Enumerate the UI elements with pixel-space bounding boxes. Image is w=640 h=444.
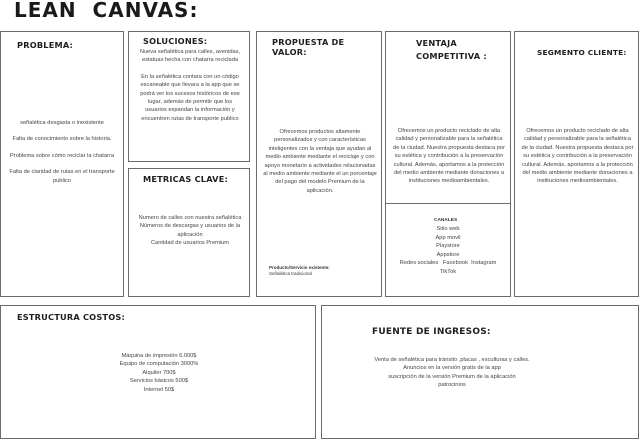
canales-item: Playstore xyxy=(436,243,460,250)
canales-section xyxy=(385,203,511,297)
metricas-section xyxy=(128,168,250,297)
costos-list xyxy=(59,352,259,394)
ingresos-item: suscripción de la versión Premium de la aplicación xyxy=(388,373,516,380)
canales-item: Appstore xyxy=(436,251,460,258)
costos-section xyxy=(0,305,316,439)
canales-item: TikTok xyxy=(439,268,457,275)
ventaja-heading: VENTAJA COMPETITIVA : xyxy=(416,38,487,61)
propuesta-section xyxy=(256,31,382,297)
page-title: LEAN CANVAS: xyxy=(14,0,199,22)
canales-item: Sitio web xyxy=(436,226,460,232)
propuesta-heading: PROPUESTA DE VALOR: xyxy=(272,37,345,57)
costos-item: Máquina de impresión 6.000$ xyxy=(121,353,197,359)
metricas-item: Numero de calles con nuestra señalética xyxy=(138,215,242,221)
segmento-section xyxy=(514,31,639,297)
costos-item: Alquiler 700$ xyxy=(142,369,176,376)
problema-item: Falta de conocimiento sobre la historia. xyxy=(12,136,112,143)
metricas-body xyxy=(135,214,245,248)
problema-list xyxy=(7,119,117,185)
ingresos-item: Venta de señalética para tránsito ,placas , esculturas y calles. xyxy=(374,357,530,363)
metricas-item: Cantidad de usuarios Premium xyxy=(150,240,230,247)
ingresos-section xyxy=(321,305,639,439)
costos-heading: ESTRUCTURA COSTOS: xyxy=(17,312,125,322)
soluciones-body xyxy=(137,48,243,123)
ingresos-item: patrocinios xyxy=(438,382,466,389)
propuesta-text: Ofrecemos productos altamente personalizados y con características inteligentes con la ventaja que ayudan al medio ambiente mediante el reciclaje y con apoyo monetario a actividades relacionadas al medio ambiente mediante el un porcentaje del pago del modelo Premium de la aplicación. xyxy=(263,129,377,194)
ingresos-heading: FUENTE DE INGRESOS: xyxy=(372,327,491,337)
canales-heading: CANALES xyxy=(434,218,458,223)
metricas-heading: METRICAS CLAVE: xyxy=(143,174,228,184)
soluciones-paragraph: Nueva señalética para calles, avenidas, estatuas hecha con chatarra reciclada xyxy=(139,49,241,64)
ingresos-item: Anuncios en la versión gratis de la app xyxy=(403,365,501,372)
propuesta-note xyxy=(269,265,330,277)
soluciones-heading: SOLUCIONES: xyxy=(143,36,208,46)
canales-list xyxy=(388,225,508,277)
segmento-text: Ofrecemos un producto reciclado de alta calidad y personalizable para la señalética de la ciudad. Nuestra propuesta destaca por su estética y contribución a la preservación cultural. Además, aportamos a la protección del medio ambiente mediante donaciones a instituciones medioambientales. xyxy=(521,128,634,185)
problema-item: Problema sobre cómo reciclar la chatarra xyxy=(10,152,114,159)
problema-item: Falta de claridad de rutas en el transporte publico xyxy=(9,169,115,184)
metricas-item: Números de descargas y usuarios de la aplicación xyxy=(139,223,241,238)
segmento-heading: SEGMENTO CLIENTE: xyxy=(537,48,627,57)
canales-item: App movil xyxy=(435,234,461,241)
soluciones-paragraph: En la señalética contara con un código escaneable que llevara a la app que se podrá ver los sucesos históricos de ese lugar, además de permitir que los usuarios expandan la información y encuentren rutas de transporte publico xyxy=(140,73,240,122)
problema-section xyxy=(0,31,124,297)
ingresos-list xyxy=(352,356,552,390)
problema-heading: PROBLEMA: xyxy=(17,40,74,50)
costos-item: Servicios básicos 500$ xyxy=(129,378,189,385)
costos-item: Internet 50$ xyxy=(143,386,175,393)
propuesta-note-value: Señalética tradicional xyxy=(269,271,312,276)
costos-item: Equipo de computación 3000% xyxy=(119,361,199,368)
ventaja-section xyxy=(385,31,511,204)
soluciones-section xyxy=(128,31,250,162)
ventaja-text: Ofrecemos un producto reciclado de alta calidad y personalizable para la señalética de la ciudad. Nuestra propuesta destaca por su estética y contribución a la preservación cultural. Además, aportamos a la protección del medio ambiente mediante donaciones a instituciones medioambientales. xyxy=(393,128,505,185)
canales-item: Redes sociales Facebook Instagram xyxy=(399,260,497,267)
problema-item: señalética desgasta o inexistente xyxy=(20,120,104,126)
propuesta-note-title: Producto/Servicio existente: xyxy=(269,265,330,270)
